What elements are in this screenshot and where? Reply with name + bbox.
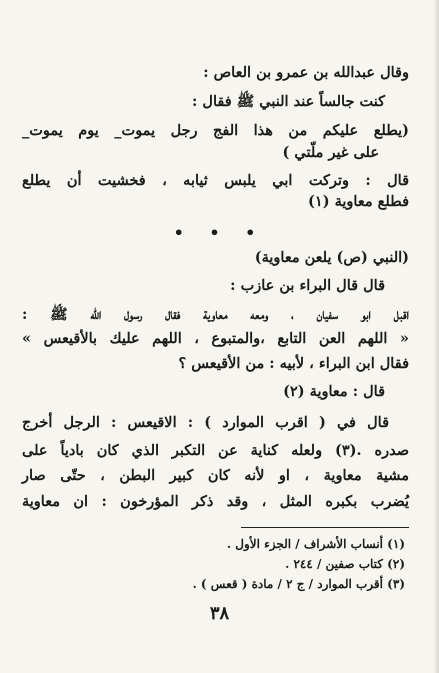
text-line: على غير ملّتي ) — [282, 144, 379, 161]
text-line: قال : وتركت ابي يلبس ثيابه ، فخشيت أن يطلع — [22, 172, 409, 189]
text-line: صدره .(٣) ولعله كناية عن التكبر الذي كان بادياً على — [22, 442, 410, 459]
text-line: مشية معاوية ، او لأنه كان كبير البطن ، حتّى صار — [22, 467, 409, 484]
text-line: فقال ابن البراء ، لأبيه : من الأقيعس ؟ — [178, 355, 409, 372]
page-number: ٣٨ — [209, 603, 230, 624]
text-line: كنت جالساً عند النبي ﷺ فقال : — [192, 93, 385, 110]
footnote: (١) أنساب الأشراف / الجزء الأول . — [226, 537, 405, 551]
scan-edge-shadow — [433, 0, 439, 673]
text-line: قال : معاوية (٢) — [283, 383, 385, 400]
text-line: (يطلع عليكم من هذا الفج رجل يموت_ يوم يموت_ — [22, 122, 409, 139]
text-line: قال في ( اقرب الموارد ) : الاقيعس : الرجل أخرج — [22, 414, 389, 431]
text-line: يُضرب بكبره المثل ، وقد ذكر المؤرخون : ان معاوية — [22, 493, 409, 510]
footnote: (٢) كتاب صفين / ٢٤٤ . — [285, 557, 405, 571]
text-line: قال قال البراء بن عازب : — [230, 277, 385, 294]
text-line: « اللهم العن التابع ،والمتبوع ، اللهم عليك بالأقيعس » — [22, 330, 409, 347]
text-line: وقال عبدالله بن عمرو بن العاص : — [203, 64, 409, 81]
footnote: (٣) أقرب الموارد / ج ٢ / مادة ( قعس ) . — [192, 577, 405, 591]
text-line: اقبل ابو سفيان ، ومعه معاوية فقال رسول الله ﷺ : — [22, 306, 409, 323]
footnote-divider — [241, 527, 409, 528]
text-line: فطلع معاوية (١) — [308, 193, 409, 210]
section-separator: • • • — [173, 223, 266, 242]
section-heading: (النبي (ص) يلعن معاوية) — [254, 249, 409, 266]
